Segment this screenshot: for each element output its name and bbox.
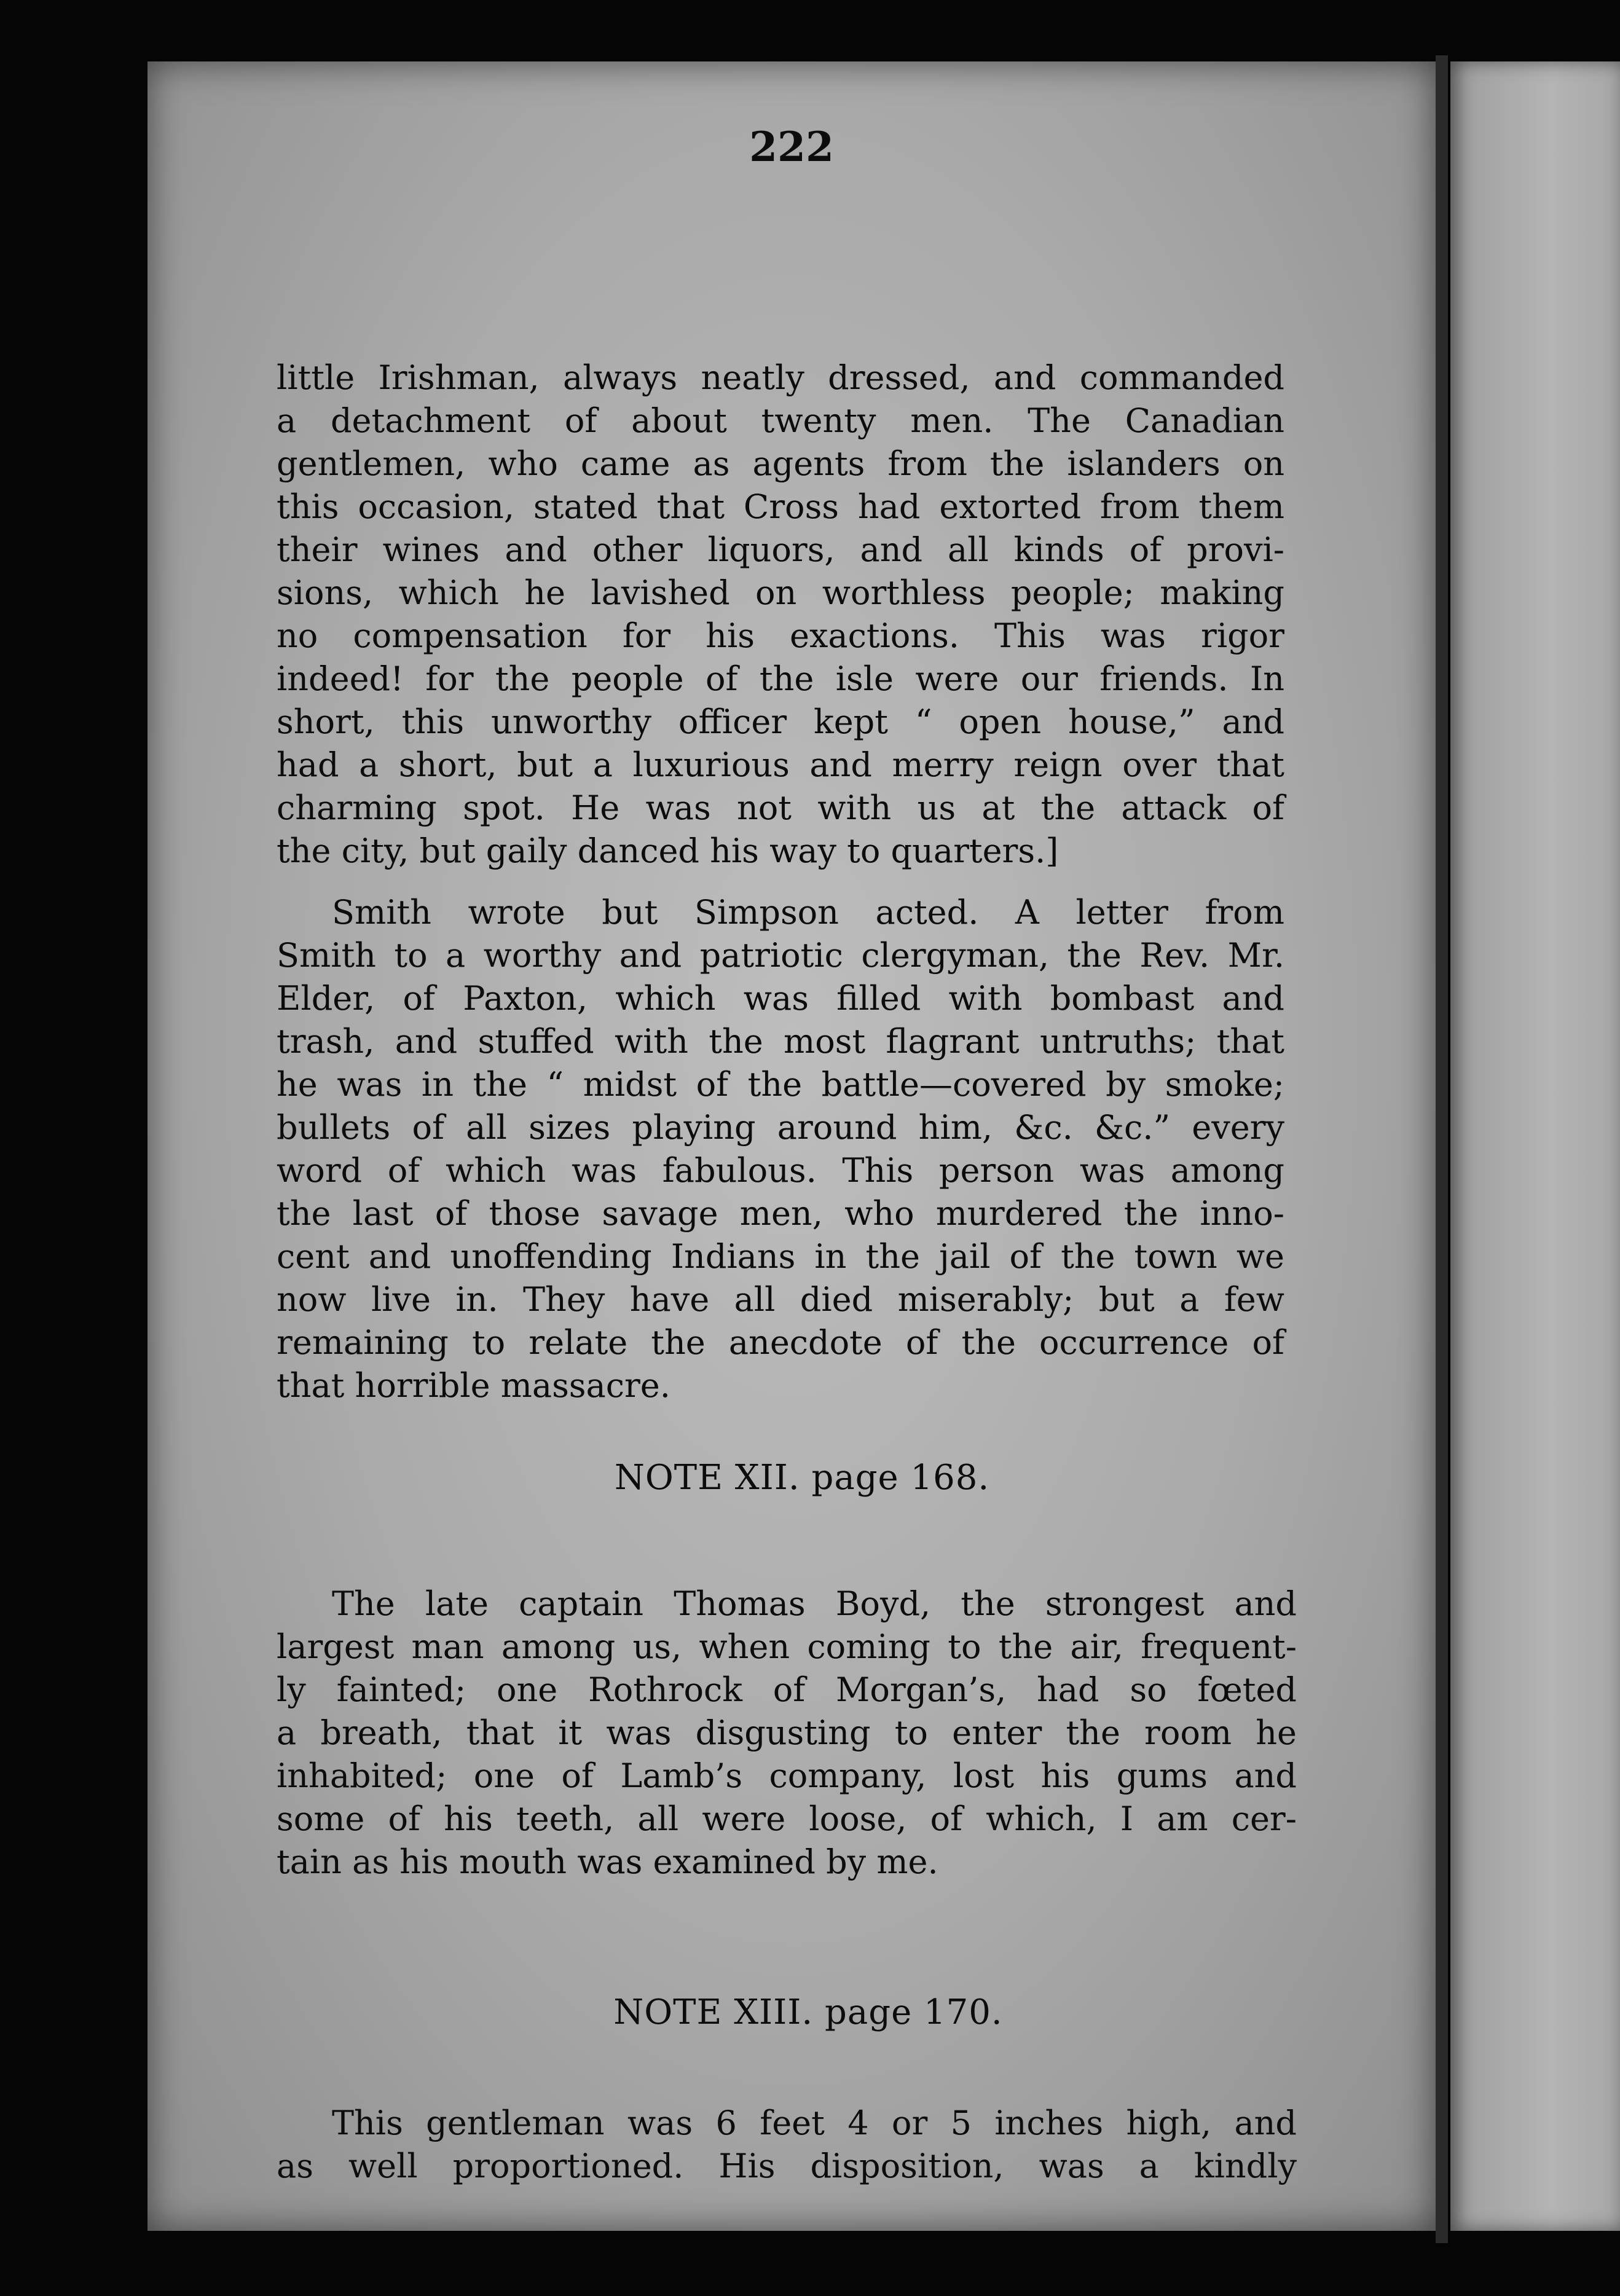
text-line: cent and unoffending Indians in the jail of the town we: [277, 1237, 1284, 1276]
text-line: short, this unworthy officer kept “ open house,” and: [277, 702, 1284, 741]
text-line: the last of those savage men, who murdered the inno-: [277, 1194, 1284, 1233]
text-line: their wines and other liquors, and all kinds of provi-: [277, 530, 1284, 569]
text-line: gentlemen, who came as agents from the islanders on: [277, 444, 1284, 483]
text-line: indeed! for the people of the isle were our friends. In: [277, 659, 1284, 698]
text-line: remaining to relate the anecdote of the occurrence of: [277, 1323, 1284, 1362]
text-line: Smith wrote but Simpson acted. A letter from: [332, 893, 1284, 932]
text-line: as well proportioned. His disposition, was a kindly: [277, 2147, 1297, 2185]
text-line: Smith to a worthy and patriotic clergyman, the Rev. Mr.: [277, 936, 1284, 975]
book-page: [147, 61, 1436, 2231]
text-line: inhabited; one of Lamb’s company, lost his gums and: [277, 1756, 1297, 1795]
paragraph-smith-simpson: [277, 891, 1284, 1407]
text-line: a detachment of about twenty men. The Canadian: [277, 401, 1284, 440]
facing-page: [1450, 61, 1620, 2231]
note-heading: [277, 1991, 1297, 2034]
text-line: sions, which he lavished on worthless people; making: [277, 573, 1284, 612]
text-line: charming spot. He was not with us at the attack of: [277, 788, 1284, 827]
text-line: largest man among us, when coming to the air, frequent-: [277, 1627, 1297, 1666]
text-line: tain as his mouth was examined by me.: [277, 1842, 938, 1881]
text-line: this occasion, stated that Cross had extorted from them: [277, 487, 1284, 526]
text-line: little Irishman, always neatly dressed, and commanded: [277, 358, 1284, 397]
text-line: now live in. They have all died miserably; but a few: [277, 1280, 1284, 1319]
text-line: no compensation for his exactions. This was rigor: [277, 616, 1284, 655]
paragraph-gentleman: [277, 2102, 1297, 2188]
note-heading: [277, 1457, 1284, 1500]
text-line: that horrible massacre.: [277, 1366, 670, 1405]
paragraph-boyd: [277, 1582, 1297, 1884]
note-xiii-heading: NOTE XIII. page 170.: [613, 1992, 1003, 2032]
page-number: 222: [749, 123, 834, 171]
note-xii-heading: NOTE XII. page 168.: [614, 1458, 990, 1498]
paragraph-irishman: [277, 356, 1284, 873]
text-line: he was in the “ midst of the battle—covered by smoke;: [277, 1065, 1284, 1104]
text-line: some of his teeth, all were loose, of which, I am cer-: [277, 1799, 1297, 1838]
text-line: The late captain Thomas Boyd, the strongest and: [332, 1584, 1297, 1623]
text-line: a breath, that it was disgusting to enter the room he: [277, 1713, 1297, 1752]
text-line: bullets of all sizes playing around him, &c. &c.” every: [277, 1108, 1284, 1147]
text-line: trash, and stuffed with the most flagrant untruths; that: [277, 1022, 1284, 1061]
text-line: Elder, of Paxton, which was filled with bombast and: [277, 979, 1284, 1018]
page-edge: [1436, 55, 1448, 2243]
text-line: This gentleman was 6 feet 4 or 5 inches high, and: [332, 2104, 1297, 2142]
text-line: the city, but gaily danced his way to quarters.]: [277, 832, 1059, 870]
text-line: word of which was fabulous. This person was among: [277, 1151, 1284, 1190]
text-line: ly fainted; one Rothrock of Morgan’s, had so fœted: [277, 1670, 1297, 1709]
text-line: had a short, but a luxurious and merry reign over that: [277, 745, 1284, 784]
